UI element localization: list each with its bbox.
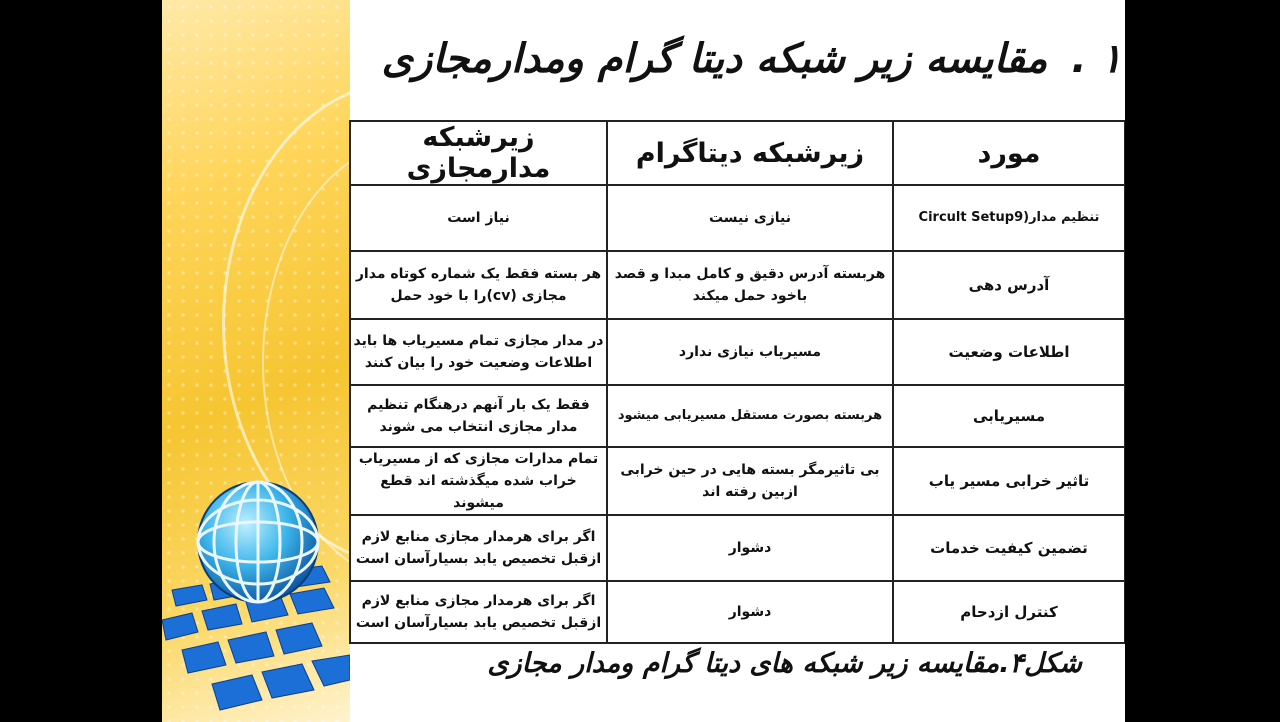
row-datagram: بی تاثیرمگر بسته هایی در حین خرابی ازبین رفته اند (607, 447, 893, 515)
tile-grid-decoration (162, 0, 350, 722)
row-datagram: دشوار (607, 581, 893, 643)
table-row (350, 581, 1125, 643)
comparison-table (349, 120, 1125, 644)
table-row (350, 385, 1125, 447)
row-topic: تضمین کیفیت خدمات (893, 515, 1125, 581)
row-datagram: هربسته آدرس دقیق و کامل مبدا و قصد باخود حمل میکند (607, 251, 893, 319)
table-row (350, 447, 1125, 515)
row-datagram: مسیریاب نیازی ندارد (607, 319, 893, 385)
title-number: ۱ . (1071, 36, 1122, 82)
header-virtual-circuit: زیرشبکه مدارمجازی (350, 121, 607, 185)
row-topic: آدرس دهی (893, 251, 1125, 319)
table-row (350, 251, 1125, 319)
row-datagram: نیازی نیست (607, 185, 893, 251)
header-topic: مورد (893, 121, 1125, 185)
globe-icon (192, 478, 324, 606)
header-datagram: زیرشبکه دیتاگرام (607, 121, 893, 185)
row-virtual-circuit: اگر برای هرمدار مجازی منابع لازم ازقبل تخصیص یابد بسیارآسان است (350, 581, 607, 643)
slide (162, 0, 1125, 722)
row-virtual-circuit: تمام مدارات مجازی که از مسیریاب خراب شده میگذشته اند قطع میشوند (350, 447, 607, 515)
figure-caption: شکل۴.مقایسه زیر شبکه های دیتا گرام ومدار مجازی (487, 648, 1082, 679)
slide-title (352, 36, 1122, 92)
row-virtual-circuit: در مدار مجازی تمام مسیریاب ها باید اطلاعات وضعیت خود را بیان کنند (350, 319, 607, 385)
table-row (350, 185, 1125, 251)
row-datagram: هربسته بصورت مستقل مسیریابی میشود (607, 385, 893, 447)
table-row (350, 515, 1125, 581)
table-row (350, 319, 1125, 385)
row-virtual-circuit: فقط یک بار آنهم درهنگام تنظیم مدار مجازی انتخاب می شوند (350, 385, 607, 447)
row-virtual-circuit: اگر برای هرمدار مجازی منابع لازم ازقبل تخصیص یابد بسیارآسان است (350, 515, 607, 581)
row-virtual-circuit: نیاز است (350, 185, 607, 251)
decorative-side-panel (162, 0, 350, 722)
row-topic: اطلاعات وضعیت (893, 319, 1125, 385)
table-header-row (350, 121, 1125, 185)
row-topic: تنظیم مدار(Circult Setup9 (893, 185, 1125, 251)
row-virtual-circuit: هر بسته فقط یک شماره کوتاه مدار مجازی (cv)را با خود حمل (350, 251, 607, 319)
row-topic: مسیریابی (893, 385, 1125, 447)
row-datagram: دشوار (607, 515, 893, 581)
title-text: مقایسه زیر شبکه دیتا گرام ومدارمجازی (381, 36, 1048, 82)
row-topic: تاثیر خرابی مسیر یاب (893, 447, 1125, 515)
row-topic: کنترل ازدحام (893, 581, 1125, 643)
